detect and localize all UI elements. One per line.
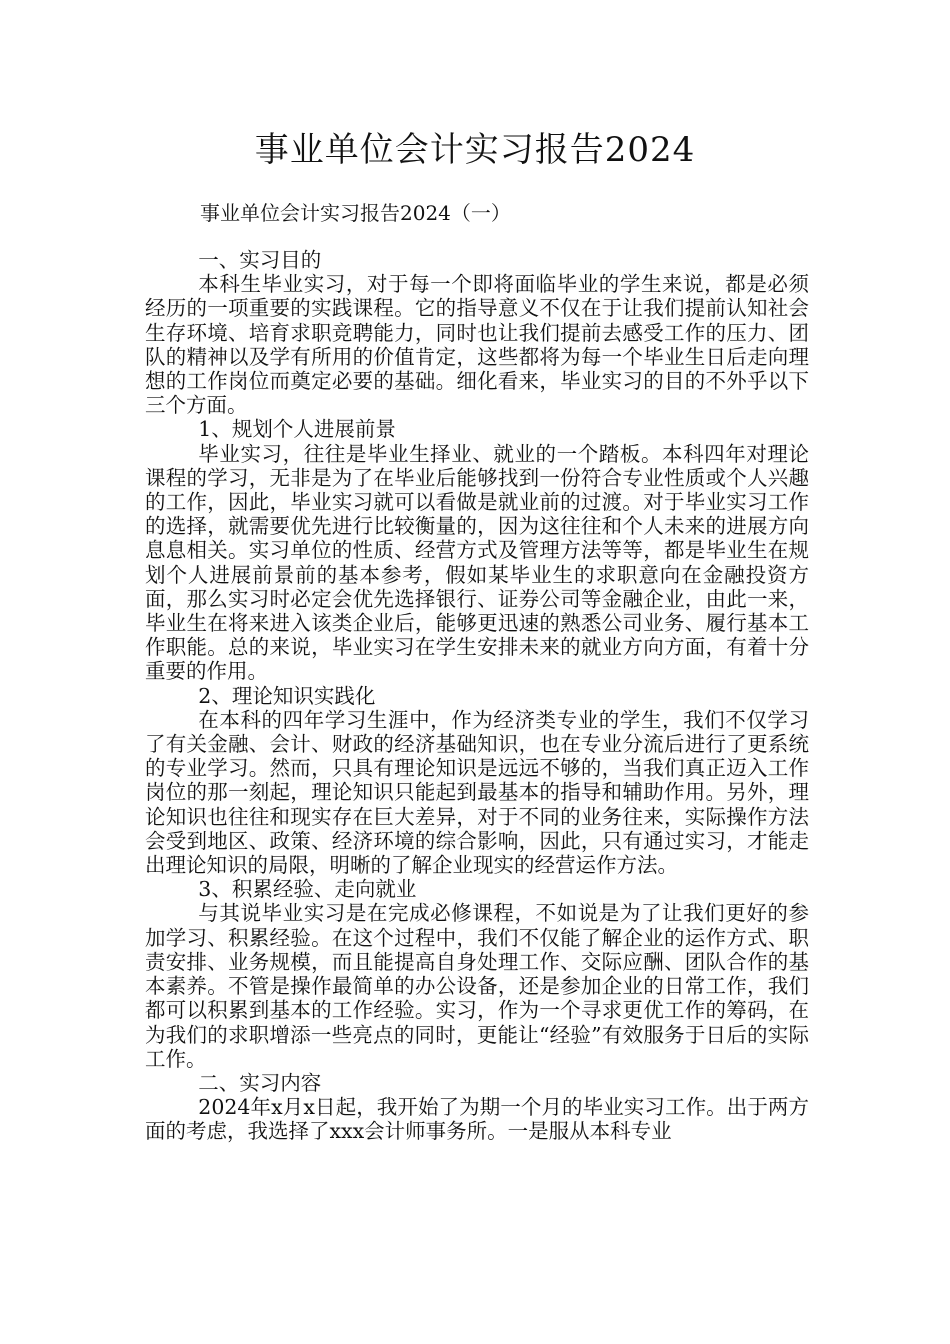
paragraph-content-intro: 2024年x月x日起，我开始了为期一个月的毕业实习工作。出于两方面的考虑，我选择了xxx会计师事务所。一是服从本科专业 (145, 1095, 809, 1144)
paragraph-purpose-intro: 本科生毕业实习，对于每一个即将面临毕业的学生来说，都是必须经历的一项重要的实践课程。它的指导意义不仅在于让我们提前认知社会生存环境、培育求职竞聘能力，同时也让我们提前去感受工作的压力、团队的精神以及学有所用的价值肯定，这些都将为每一个毕业生日后走向理想的工作岗位而奠定必要的基础。细化看来，毕业实习的目的不外乎以下三个方面。 (145, 272, 809, 418)
report-subtitle: 事业单位会计实习报告2024（一） (200, 201, 511, 225)
document-body (145, 248, 809, 1144)
paragraph-theory-practice: 在本科的四年学习生涯中，作为经济类专业的学生，我们不仅学习了有关金融、会计、财政的经济基础知识，也在专业分流后进行了更系统的专业学习。然而，只具有理论知识是远远不够的，当我们真正迈入工作岗位的那一刻起，理论知识只能起到最基本的指导和辅助作用。另外，理论知识也往往和现实存在巨大差异，对于不同的业务往来，实际操作方法会受到地区、政策、经济环境的综合影响，因此，只有通过实习，才能走出理论知识的局限，明晰的了解企业现实的经营运作方法。 (145, 707, 809, 878)
section-heading-purpose: 一、实习目的 (198, 248, 322, 272)
paragraph-career-planning: 毕业实习，往往是毕业生择业、就业的一个踏板。本科四年对理论课程的学习，无非是为了在毕业后能够找到一份符合专业性质或个人兴趣的工作，因此，毕业实习就可以看做是就业前的过渡。对于毕业实习工作的选择，就需要优先进行比较衡量的，因为这往往和个人未来的进展方向息息相关。实习单位的性质、经营方式及管理方法等等，都是毕业生在规划个人进展前景前的基本参考，假如某毕业生的求职意向在金融投资方面，那么实习时必定会优先选择银行、证券公司等金融企业，由此一来，毕业生在将来进入该类企业后，能够更迅速的熟悉公司业务、履行基本工作职能。总的来说，毕业实习在学生安排未来的就业方向方面，有着十分重要的作用。 (145, 441, 809, 684)
section-heading-content: 二、实习内容 (198, 1070, 322, 1095)
page-title: 事业单位会计实习报告2024 (254, 130, 696, 170)
subheading-career-planning: 1、规划个人进展前景 (198, 417, 396, 442)
paragraph-experience: 与其说毕业实习是在完成必修课程，不如说是为了让我们更好的参加学习、积累经验。在这个过程中，我们不仅能了解企业的运作方式、职责安排、业务规模，而且能提高自身处理工作、交际应酬、团队合作的基本素养。不管是操作最简单的办公设备，还是参加企业的日常工作，我们都可以积累到基本的工作经验。实习，作为一个寻求更优工作的筹码，在为我们的求职增添一些亮点的同时，更能让“经验”有效服务于日后的实际工作。 (145, 901, 809, 1071)
subheading-theory-practice: 2、理论知识实践化 (198, 683, 376, 708)
subheading-experience: 3、积累经验、走向就业 (198, 877, 417, 902)
